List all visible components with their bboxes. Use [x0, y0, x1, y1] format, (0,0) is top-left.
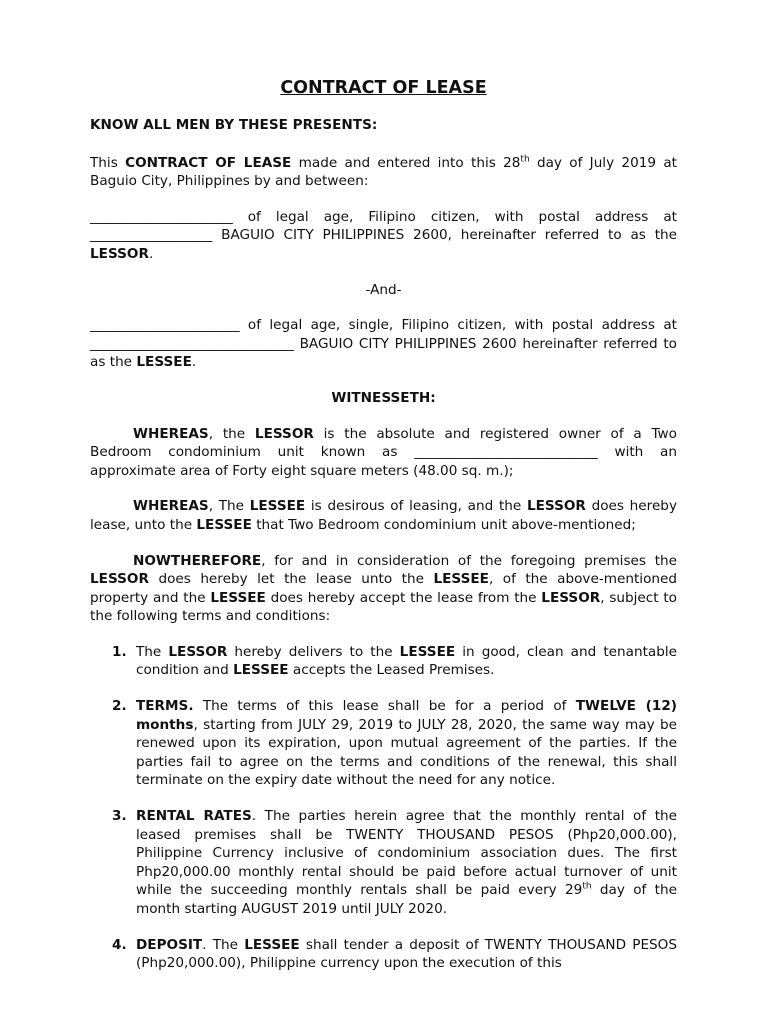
- list-item: 1. The LESSOR hereby delivers to the LESSEE in good, clean and tenantable condition and LESSEE accepts the Leased Premises.: [112, 643, 678, 679]
- salutation: KNOW ALL MEN BY THESE PRESENTS:: [90, 117, 378, 133]
- list-item: 3. RENTAL RATES. The parties herein agree that the monthly rental of the leased premises shall be TWENTY THOUSAND PESOS (Php20,000.00), Philippine Currency inclusive of condominium association dues. The first Php20,000.00 monthly rental should be paid before actual turnover of unit while the succeeding monthly rentals shall be paid every 29th day of the month starting AUGUST 2019 until JULY 2020.: [112, 808, 677, 917]
- list-item-number: 3.: [112, 808, 127, 825]
- lessee-name-blank: ______________________: [90, 317, 240, 334]
- whereas-paragraph-2: WHEREAS, The LESSEE is desirous of leasing, and the LESSOR does hereby lease, unto the LESSEE that Two Bedroom condominium unit above-mentioned;: [90, 498, 677, 533]
- nowtherefore-paragraph: NOWTHEREFORE, for and in consideration of the foregoing premises the LESSOR does hereby let the lease unto the LESSEE, of the above-mentioned property and the LESSEE does hereby accept the lease from the LESSOR, subject to the following terms and conditions:: [90, 552, 677, 625]
- list-item: 4. DEPOSIT. The LESSEE shall tender a deposit of TWENTY THOUSAND PESOS (Php20,000.00), Philippine currency upon the execution of this: [112, 936, 677, 972]
- lessee-address-blank: ______________________________: [90, 335, 294, 352]
- intro-paragraph: This CONTRACT OF LEASE made and entered into this 28th day of July 2019 at Baguio City, Philippines by and between:: [90, 154, 677, 190]
- witnesseth-heading: WITNESSETH:: [331, 389, 436, 406]
- document-body: [90, 76, 677, 990]
- list-item-number: 1.: [112, 643, 127, 660]
- unit-name-blank: ___________________________: [414, 444, 598, 461]
- list-item: 2. TERMS. The terms of this lease shall be for a period of TWELVE (12) months, starting from JULY 29, 2019 to JULY 28, 2020, the same way may be renewed upon its expiration, upon mutual agreement of the parties. If the parties fail to agree on the terms and conditions of the renewal, this shall terminate on the expiry date without the need for any notice.: [112, 698, 677, 789]
- lessor-party-paragraph: _____________________ of legal age, Filipino citizen, with postal address at __________________ BAGUIO CITY PHILIPPINES 2600, hereinafter referred to as the LESSOR.: [90, 208, 677, 262]
- lessor-name-blank: _____________________: [90, 208, 233, 225]
- document-title: CONTRACT OF LEASE: [280, 78, 487, 98]
- and-separator: -And-: [365, 281, 402, 298]
- whereas-paragraph-1: WHEREAS, the LESSOR is the absolute and registered owner of a Two Bedroom condominium unit known as ___________________________ with an approximate area of Forty eight square meters (48.00 sq. m.);: [90, 425, 678, 479]
- list-item-number: 2.: [112, 698, 127, 715]
- terms-list: [90, 643, 677, 973]
- lessor-address-blank: __________________: [90, 227, 213, 244]
- list-item-number: 4.: [112, 936, 127, 953]
- lessee-party-paragraph: ______________________ of legal age, single, Filipino citizen, with postal address at ______________________________ BAGUIO CITY PHILIPPINES 2600 hereinafter referred to as the LESSEE.: [90, 317, 677, 371]
